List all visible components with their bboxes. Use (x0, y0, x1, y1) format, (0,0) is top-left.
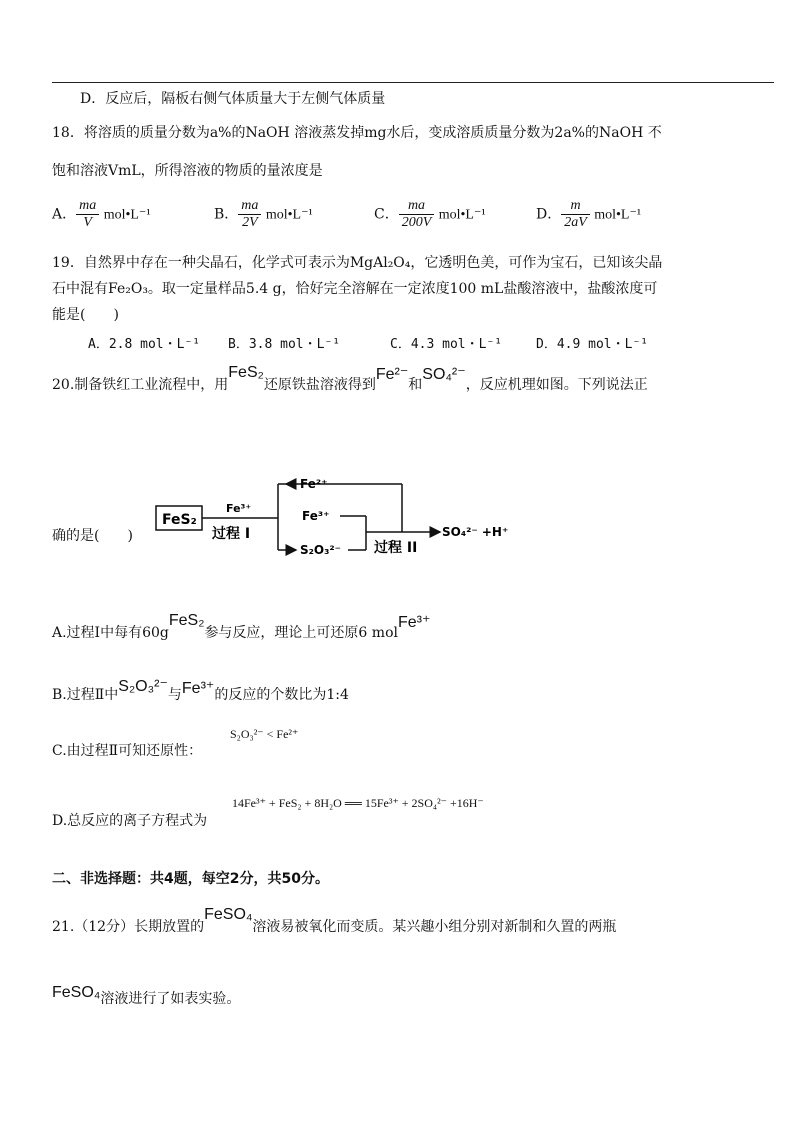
q20-option-d-equation: 14Fe³⁺ + FeS₂ + 8H₂O ══ 15Fe³⁺ + 2SO₄²⁻ +16H⁻ (232, 796, 484, 810)
q20-option-b: B.过程Ⅱ中S₂O₃²⁻与Fe³⁺的反应的个数比为1:4 (52, 678, 349, 703)
process-2-label: 过程 II (374, 540, 418, 556)
q19-line1: 19．自然界中存在一种尖晶石，化学式可表示为MgAl₂O₄，它透明色美，可作为宝石，已知该尖晶 (52, 255, 663, 271)
q20-option-c-relation: S₂O₃²⁻ < Fe²⁺ (230, 727, 299, 741)
q20-option-d: D.总反应的离子方程式为 (52, 813, 208, 829)
q19-line2: 石中混有Fe₂O₃。取一定量样品5.4 g，恰好完全溶解在一定浓度100 mL盐酸溶液中，盐酸浓度可 (52, 281, 658, 297)
q18-option-a: A． $\frac{ma}{V}$ mol•L⁻¹ (52, 198, 151, 230)
reaction-mechanism-diagram (150, 468, 530, 568)
q18-line1: 18．将溶质的质量分数为a%的NaOH 溶液蒸发掉mg水后，变成溶质质量分数为2a%的NaOH 不 (52, 125, 662, 141)
q18-option-c: C． $\frac{ma}{200V}$ mol•L⁻¹ (374, 198, 486, 230)
fe3-mid-label: Fe³⁺ (302, 509, 330, 523)
q19-option-c: C．4.3 mol・L⁻¹ (390, 337, 503, 352)
fe2-product-label: Fe²⁺ (300, 477, 328, 491)
fe3-top-label: Fe³⁺ (226, 502, 252, 515)
q18-option-d: D． $\frac{m}{2aV}$ mol•L⁻¹ (536, 198, 642, 230)
q20-stem-end: 确的是( ) (52, 528, 133, 544)
q20-option-c: C.由过程Ⅱ可知还原性： (52, 743, 203, 759)
process-1-label: 过程 I (212, 526, 251, 542)
q21-line1: 21.（12分）长期放置的FeSO₄溶液易被氧化而变质。某兴趣小组分别对新制和久置的两瓶 (52, 906, 617, 935)
q20-option-a: A.过程Ⅰ中每有60gFeS₂参与反应，理论上可还原6 molFe³⁺ (52, 612, 431, 641)
top-rule (52, 82, 774, 83)
product-label: SO₄²⁻ +H⁺ (442, 525, 509, 539)
q19-option-d: D．4.9 mol・L⁻¹ (536, 337, 649, 352)
fes2-box-label: FeS₂ (162, 512, 197, 528)
q19-line3: 能是( ) (52, 307, 119, 323)
q19-option-a: A．2.8 mol・L⁻¹ (88, 337, 201, 352)
q17-option-d: D．反应后，隔板右侧气体质量大于左侧气体质量 (80, 91, 386, 107)
q18-option-b: B． $\frac{ma}{2V}$ mol•L⁻¹ (214, 198, 313, 230)
s2o3-label: S₂O₃²⁻ (300, 543, 341, 557)
q20-stem: 20.制备铁红工业流程中，用FeS₂还原铁盐溶液得到Fe²⁻和SO₄²⁻，反应机理如图。下列说法正 (52, 364, 648, 393)
section-2-title: 二、非选择题：共4题，每空2分，共50分。 (52, 871, 329, 887)
q18-line2: 饱和溶液VmL，所得溶液的物质的量浓度是 (52, 163, 323, 179)
q19-option-b: B．3.8 mol・L⁻¹ (228, 337, 341, 352)
q21-line2: FeSO₄溶液进行了如表实验。 (52, 984, 241, 1007)
